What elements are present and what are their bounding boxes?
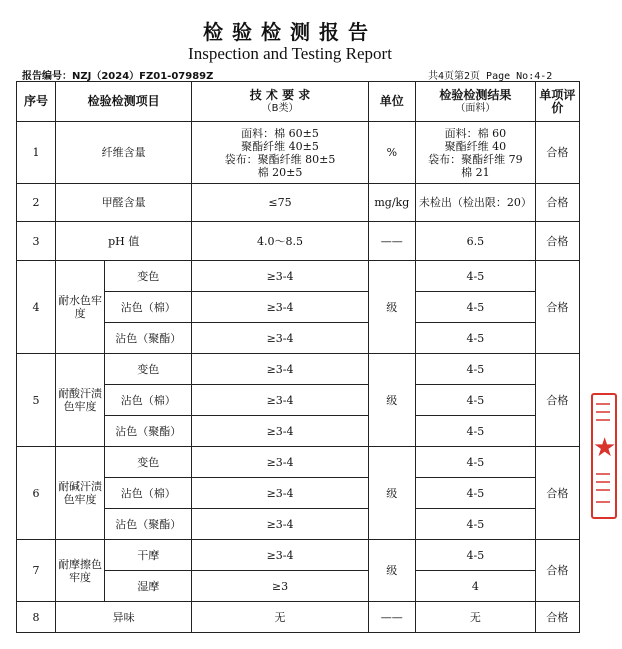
eval-cell: 合格 — [535, 602, 579, 633]
unit-cell: 级 — [368, 540, 415, 602]
result-cell: 4-5 — [415, 478, 535, 509]
req-cell: ≤75 — [192, 184, 368, 222]
table-row — [17, 261, 580, 292]
stamp-mark — [596, 411, 610, 413]
sub-item-cell: 沾色（棉） — [105, 478, 192, 509]
req-cell: ≥3-4 — [192, 385, 368, 416]
col-req-header — [192, 82, 368, 122]
stamp-mark — [596, 489, 610, 491]
seq-cell: 8 — [17, 602, 56, 633]
result-cell: 4-5 — [415, 261, 535, 292]
unit-cell: % — [368, 122, 415, 184]
req-cell: 面料：棉 60±5 聚酯纤维 40±5 袋布：聚酯纤维 80±5 棉 20±5 — [192, 122, 368, 184]
unit-cell: —— — [368, 602, 415, 633]
sub-item-cell: 变色 — [105, 261, 192, 292]
unit-cell: mg/kg — [368, 184, 415, 222]
eval-cell: 合格 — [535, 122, 579, 184]
req-header-label: 技 术 要 求 — [249, 87, 311, 102]
eval-cell: 合格 — [535, 447, 579, 540]
eval-cell: 合格 — [535, 354, 579, 447]
result-cell: 4-5 — [415, 447, 535, 478]
req-header-sub: （B类） — [261, 102, 299, 114]
result-cell: 4-5 — [415, 509, 535, 540]
req-cell: ≥3-4 — [192, 540, 368, 571]
seq-cell: 7 — [17, 540, 56, 602]
sub-item-cell: 变色 — [105, 354, 192, 385]
req-cell: ≥3-4 — [192, 509, 368, 540]
table-row — [17, 602, 580, 633]
eval-cell: 合格 — [535, 184, 579, 222]
seq-cell: 6 — [17, 447, 56, 540]
sub-item-cell: 沾色（聚酯） — [105, 323, 192, 354]
result-cell: 无 — [415, 602, 535, 633]
req-cell: ≥3-4 — [192, 261, 368, 292]
inspection-table — [16, 81, 580, 633]
star-icon: ★ — [593, 433, 617, 463]
seq-cell: 4 — [17, 261, 56, 354]
stamp-mark — [596, 481, 610, 483]
sub-item-cell: 沾色（棉） — [105, 292, 192, 323]
report-number: 报告编号：NZJ（2024）FZ01-07989Z — [22, 71, 214, 82]
page-info: 共4页第2页 Page No:4-2 — [428, 71, 553, 82]
req-cell: 4.0～8.5 — [192, 222, 368, 261]
result-cell: 6.5 — [415, 222, 535, 261]
req-cell: ≥3-4 — [192, 447, 368, 478]
item-cell: 纤维含量 — [55, 122, 191, 184]
sub-item-cell: 干摩 — [105, 540, 192, 571]
result-cell: 4-5 — [415, 416, 535, 447]
table-row — [17, 447, 580, 478]
seq-cell: 1 — [17, 122, 56, 184]
req-cell: ≥3-4 — [192, 416, 368, 447]
table-row — [17, 222, 580, 261]
req-cell: ≥3-4 — [192, 478, 368, 509]
unit-cell: —— — [368, 222, 415, 261]
unit-cell: 级 — [368, 447, 415, 540]
table-row — [17, 122, 580, 184]
col-result-header — [415, 82, 535, 122]
stamp-mark — [596, 501, 610, 503]
col-seq-header: 序号 — [17, 82, 56, 122]
req-cell: ≥3-4 — [192, 292, 368, 323]
report-title-cn: 检验检测报告 — [203, 20, 377, 44]
result-cell: 4-5 — [415, 354, 535, 385]
col-item-header: 检验检测项目 — [55, 82, 191, 122]
req-cell: ≥3-4 — [192, 354, 368, 385]
result-cell: 4 — [415, 571, 535, 602]
result-cell: 4-5 — [415, 323, 535, 354]
sub-item-cell: 沾色（棉） — [105, 385, 192, 416]
header-row — [17, 82, 580, 122]
result-header-sub: （面料） — [455, 102, 496, 114]
req-cell: ≥3 — [192, 571, 368, 602]
result-cell: 面料：棉 60 聚酯纤维 40 袋布：聚酯纤维 79 棉 21 — [415, 122, 535, 184]
req-cell: ≥3-4 — [192, 323, 368, 354]
table-row — [17, 354, 580, 385]
seq-cell: 2 — [17, 184, 56, 222]
table-row — [17, 184, 580, 222]
unit-cell: 级 — [368, 261, 415, 354]
result-cell: 4-5 — [415, 292, 535, 323]
req-cell: 无 — [192, 602, 368, 633]
result-cell: 4-5 — [415, 385, 535, 416]
sub-item-cell: 沾色（聚酯） — [105, 416, 192, 447]
unit-cell: 级 — [368, 354, 415, 447]
seq-cell: 3 — [17, 222, 56, 261]
col-eval-header: 单项评价 — [535, 82, 579, 122]
stamp-mark — [596, 473, 610, 475]
eval-cell: 合格 — [535, 261, 579, 354]
result-cell: 4-5 — [415, 540, 535, 571]
item-cell: pH 值 — [55, 222, 191, 261]
group-item-cell: 耐酸汗渍色牢度 — [55, 354, 104, 447]
eval-cell: 合格 — [535, 540, 579, 602]
stamp-mark — [596, 403, 610, 405]
sub-item-cell: 变色 — [105, 447, 192, 478]
col-unit-header: 单位 — [368, 82, 415, 122]
item-cell: 甲醛含量 — [55, 184, 191, 222]
group-item-cell: 耐水色牢度 — [55, 261, 104, 354]
seq-cell: 5 — [17, 354, 56, 447]
result-header-label: 检验检测结果 — [439, 87, 512, 102]
table-row — [17, 540, 580, 571]
report-title-en: Inspection and Testing Report — [188, 44, 392, 63]
group-item-cell: 耐碱汗渍色牢度 — [55, 447, 104, 540]
eval-cell: 合格 — [535, 222, 579, 261]
result-cell: 未检出（检出限：20） — [415, 184, 535, 222]
item-cell: 异味 — [55, 602, 191, 633]
sub-item-cell: 沾色（聚酯） — [105, 509, 192, 540]
seal-stamp — [591, 393, 617, 519]
stamp-mark — [596, 419, 610, 421]
group-item-cell: 耐摩擦色牢度 — [55, 540, 104, 602]
sub-item-cell: 湿摩 — [105, 571, 192, 602]
